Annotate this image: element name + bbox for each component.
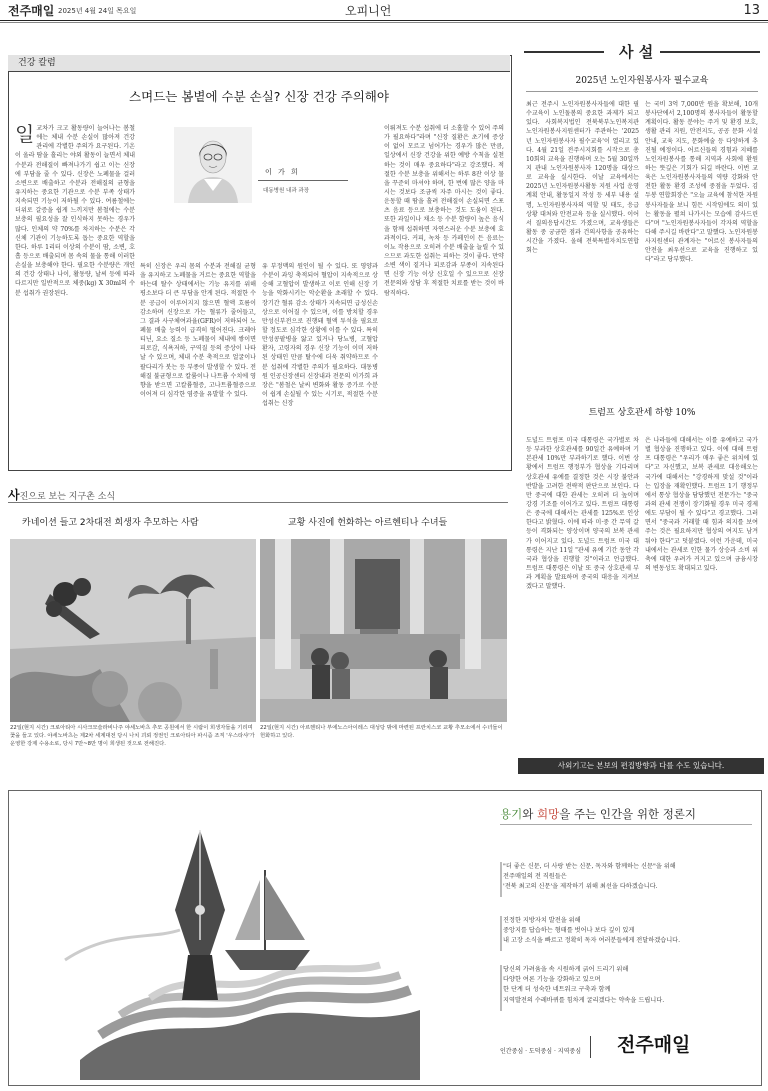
dropcap: 일 <box>15 124 35 146</box>
health-col3-text: 유 부정맥의 원인이 될 수 있다. 또 영양과 수분이 과잉 축적되어 혈압이 지속적으로 상승해 고혈압이 발생하고 이로 인해 신장 기능을 악화시키는 악순환을 초래할 수 있다. 장기간 혈류 감소 상태가 지속되면 급성신손상으로 이어질 수 있으며, 이를 방치할 경우 만성신부전으로 진행돼 혈액 투석을 필요로 할 정도로 심각한 상황에 이를 수 있다. 특히 만성콩팥병을 앓고 있거나 당뇨병, 고혈압 환자, 고령자의 경우 신장 기능이 이미 저하된 상태인 만큼 탈수에 더욱 취약하므로 수분 섭취에 각별한 주의가 필요하다. 대동병원 인공신장센터 신장내과 전문의 이가희 과장은 "봄철은 날씨 변화와 활동 증가로 수분이 쉽게 손실될 수 있는 시기로, 적절한 수분 섭취는 신장 <box>262 263 378 408</box>
health-tag-label: 건강 칼럼 <box>18 58 56 68</box>
author-name: 이 가 희 <box>265 168 300 176</box>
health-col4-text: 이뤄져도 수분 섭취에 더 소홀할 수 있어 주의가 필요하다"라며 "신장 질환은 초기에 증상이 없어 모르고 넘어가는 경우가 많은 만큼, 일상에서 신장 건강을 위한 예방 수칙을 실천하는 것이 매우 중요하다"라고 강조했다. 적절한 수분 보충을 위해서는 하루 8잔 이상 물을 꾸준히 마셔야 하며, 한 번에 많은 양을 마시는 것보다 조금씩 자주 마시는 것이 좋다. 운동할 때 땀을 흘려 전해질이 손실되면 스포츠 음료 등으로 보충하는 것도 도움이 된다. 또한 과일이나 채소 등 수분 함량이 높은 음식을 함께 섭취하면 자연스러운 수분 보충에 효과적이다. 커피, 녹차 등 카페인이 든 음료는 이뇨 작용으로 오히려 수분 배출을 늘릴 수 있으므로 과도한 섭취는 피하는 것이 좋다. 만약 소변 색이 짙거나 피로감과 부종이 지속된다면 신장 기능 이상 신호일 수 있으므로 신장 전문의와 상담 후 적절한 치료를 받는 것이 바람직하다. <box>384 125 504 297</box>
photo-news-2-image <box>260 539 507 722</box>
editorial-1-rule <box>526 91 758 92</box>
cathedral-photo-icon <box>260 539 507 722</box>
ad-headline <box>500 806 696 823</box>
editorial-1-title: 2025년 노인자원봉사자 필수교육 <box>575 76 709 86</box>
ad-headline-word1: 용기 <box>500 807 523 821</box>
ad-line: 진정한 지방자치 발전을 위해 <box>503 917 581 924</box>
ad-line: '전북 최고의 신문'을 제작하기 위해 최선을 다하겠습니다. <box>503 883 658 891</box>
author-divider <box>258 180 348 181</box>
ad-line: 중앙지를 답습하는 형태를 벗어나 보다 깊이 있게 <box>503 927 635 935</box>
photo-news-2-caption: 22일(현지 시간) 아르헨티나 부에노스아이레스 대성당 밖에 마련된 프란치스코 교황 추모소에서 수녀들이 헌화하고 있다. <box>260 725 503 740</box>
health-text-col3 <box>262 262 378 462</box>
ad-line: "더 좋은 신문, 더 사랑 받는 신문, 독자와 함께하는 신문"을 위해 <box>503 863 676 870</box>
health-column-title: 스며드는 봄볕에 수분 손실? 신장 건강 주의해야 <box>129 89 389 104</box>
health-col2-text: 특히 신장은 우리 몸의 수분과 전해질 균형을 유지하고 노폐물을 거르는 중요한 역할을 하는데 탈수 상태에서는 기능 유지를 위해 평소보다 더 큰 부담을 안게 된다. 적절한 수분 공급이 이루어지지 않으면 혈액 흐름이 감소하며 신장으로 가는 혈류가 줄어들고, 그 결과 사구체여과율(GFR)이 저하되어 노폐물 배출 능력이 급격히 떨어진다. 크레아티닌, 요소 질소 등 노폐물이 체내에 쌓이면 피로감, 식욕저하, 구역질 등의 증상이 나타날 수 있으며, 체내 수분 축적으로 얼굴이나 팔다리가 붓는 등 부종이 발생할 수 있다. 전해질 불균형으로 칼륨이나 나트륨 수치에 영향을 받으면 고칼륨혈증, 고나트륨혈증으로 이어져 더 심각한 염증을 유발할 수 있다. <box>140 263 256 398</box>
photo-news-1-title: 카네이션 들고 2차대전 희생자 추모하는 사람 <box>22 518 199 528</box>
photo-news-2-title: 교황 사진에 헌화하는 아르헨티나 수녀들 <box>288 518 448 528</box>
editorial-disclaimer: 사외기고는 본보의 편집방향과 다를 수도 있습니다. <box>518 758 764 774</box>
ad-headline-rest: 을 주는 인간을 위한 정론지 <box>559 807 697 821</box>
header-subrule <box>0 22 768 23</box>
ad-paragraph-bar-1 <box>500 862 502 897</box>
health-column-tag <box>8 55 510 72</box>
editorial-2-col2 <box>645 436 758 752</box>
ad-paragraph-1 <box>503 862 676 893</box>
editorial-2-col1-text: 도널드 트럼프 미국 대통령은 국가별로 차등 부과한 상호관세를 90일간 유예하며 기본관세 10%만 부과하기로 했다. 이번 상황에서 트럼프 행정부가 협상을 기다리며 상호관세 유예를 결정한 것은 시장 불안과 반발을 고려한 전략적 판단으로 보인다. 다만 중국에 대한 관세는 오히려 더 높이며 강경 기조를 이어가고 있다. 트럼프 대통령은 중국에 대해서는 관세를 125%로 인상한다고 밝혔다. 이에 따라 미·중 간 무역 갈등이 격화되는 양상이며 양국의 보복 관세가 이어지고 있다. 도널드 트럼프 미국 대통령은 지난 11일 "관세 유예 기간 동안 각국과 협상을 진행할 것"이라고 언급했다. 트럼프 대통령은 이날 또 중국 상호관세 부과 계획을 발표하며 중국의 대응을 지켜보겠다고 말했다. <box>526 437 639 591</box>
editorial-header <box>524 38 760 66</box>
page-header <box>0 0 768 21</box>
health-text-col4 <box>384 124 504 464</box>
pen-ship-illustration-icon <box>60 810 440 1080</box>
photo-news-label: 진으로 보는 지구촌 소식 <box>19 492 116 502</box>
editorial-rule-right <box>660 51 760 53</box>
ad-paragraph-bar-2 <box>500 916 502 951</box>
photo-news-rule <box>8 502 508 503</box>
editorial-2-title: 트럼프 상호관세 하향 10% <box>524 407 760 420</box>
ad-tagline: 인간중심 · 도덕중심 · 지역중심 <box>500 1048 581 1055</box>
ad-headline-word3: 희망 <box>536 807 560 821</box>
ad-divider <box>590 1036 595 1058</box>
author-portrait-icon <box>174 127 252 203</box>
editorial-2-col1 <box>526 436 639 752</box>
editorial-1-col2 <box>645 100 758 390</box>
ad-line: 당신의 가려움을 속 시원하게 긁어 드리기 위해 <box>503 966 629 973</box>
ad-illustration <box>60 810 440 1080</box>
ad-paragraph-bar-3 <box>500 965 502 1011</box>
ad-line: 다양한 여론 기능을 강화하고 있으며 <box>503 976 601 984</box>
page-number: 13 <box>743 3 760 18</box>
ad-line: 내 고장 소식을 빠르고 정확히 독자 여러분들에게 전달하겠습니다. <box>503 937 681 945</box>
author-role: 대동병원 내과 과장 <box>263 188 310 194</box>
ad-paragraph-3 <box>503 965 664 1006</box>
photo-news-1-image <box>10 539 256 722</box>
ad-line: 지역발전의 수레바퀴를 힘차게 굴리겠다는 약속을 드립니다. <box>503 996 665 1004</box>
health-text-col2 <box>140 262 256 462</box>
author-photo <box>174 127 252 203</box>
editorial-1-col1 <box>526 100 639 390</box>
editorial-2-col2-text: 은 나라들에 대해서는 이를 유예하고 국가별 협상을 진행하고 있다. 이에 대해 트럼프 대통령은 "우리가 매우 좋은 위치에 있다"고 자신했고, 보복 관세로 대응해오는 국가에 대해서는 "강경하게 맞설 것"이라는 입장을 재확인했다. 트럼프 1기 행정부에서 통상 협상을 담당했던 전문가는 "중국과의 관세 전쟁이 장기화될 경우 미국 경제에도 부담이 될 수 있다"고 경고했다. 그러면서 "중국과 거래할 때 힘과 의지를 보여주는 것은 필요하지만 협상의 여지도 남겨둬야 한다"고 덧붙였다. 이런 가운데, 미국 내에서는 관세로 인한 물가 상승과 소비 위축에 대한 우려가 커지고 있으며 금융시장의 변동성도 확대되고 있다. <box>645 437 758 572</box>
ad-headline-rule <box>500 824 752 825</box>
ad-line: 한 단계 더 성숙한 네트워크 구축과 함께 <box>503 986 611 994</box>
health-text-col1 <box>15 124 135 464</box>
issue-date: 2025년 4월 24일 목요일 <box>58 7 137 15</box>
ad-headline-word2: 와 <box>522 807 537 821</box>
paper-name: 전주매일 <box>8 4 55 18</box>
memorial-photo-icon <box>10 539 256 722</box>
editorial-1-col2-text: 는 국비 3억 7,000만 원을 확보해, 10개 봉사단에서 2,100명의 봉사자들이 활동할 계획이다. 활동 분야는 주거 및 환경 보호, 생활 관리 지원, 안전지도, 공공 문화 시설 안내, 교육 지도, 문화예술 등 다양하게 추진될 예정이다. 어르신들의 경험과 지혜를 노인자원봉사를 통해 지역과 사회에 환원하는 뜻깊은 기회가 되길 바란다. 이번 교육은 노인자원봉사자들의 역량 강화와 안전한 활동 환경 조성에 중점을 두었다. 김두봉 연합회장은 "오늘 교육에 참석한 자원봉사자들을 보니 힘든 시작임에도 의미 있는 활동을 펼쳐 나가시는 모습에 감사드린다"며 "노인자원봉사자들이 각자의 역할을 다해 주시길 바란다"고 말했다. 노인자원봉사지원센터 관계자는 "어르신 봉사자들의 안전을 최우선으로 교육을 진행하고 있다"라고 당부했다. <box>645 101 758 264</box>
photo-news-initial: 사 <box>8 488 20 502</box>
ad-line: 전주매일의 전 직원들은 <box>503 873 567 881</box>
editorial-rule-left <box>524 51 604 53</box>
ad-paragraph-2 <box>503 916 680 947</box>
photo-news-1-caption: 22일(현지 시간) 크로아티아 시사크모슬라비나주 야세노바츠 추모 공원에서 한 시람이 희생자들을 기리며 꽃을 들고 있다. 야세노바츠는 제2차 세계대전 당시 나치 괴뢰 정권인 크로아티아 파시즘 조직 '우스타샤'가 운영한 강제 수용소로, 당시 7만~8만 명이 희생된 것으로 전해진다. <box>10 725 255 748</box>
ad-logo: 전주매일 <box>617 1034 691 1056</box>
section-name: 오피니언 <box>345 4 392 18</box>
health-col1-text: 교차가 크고 활동량이 늘어나는 봄철에는 체내 수분 손실이 많아져 건강 관리에 각별한 주의가 요구된다. 기온이 올라 땀을 흘리는 야외 활동이 늘면서 체내 수분과 전해질이 빠져나가기 쉽고 이는 신장에 부담을 줄 수 있다. 신장은 노폐물을 걸러 소변으로 배출하고 수분과 전해질의 균형을 유지하는 중요한 기관으로 수분 부족 상태가 지속되면 기능이 저하될 수 있다. 여름철에는 더위로 갈증을 쉽게 느끼지만 봄철에는 수분 보충의 필요성을 잘 인식하지 못하는 경우가 많다. 인체의 약 70%를 차지하는 수분은 각 신체 기관이 기능하도록 돕는 중요한 역할을 한다. 하루 1리터 이상의 수분이 땀, 소변, 호흡 등으로 배출되며 몸 속의 물을 통해 이러한 손실을 보충해야 한다. 필요한 수분량은 개인의 건강 상태나 나이, 활동량, 날씨 등에 따라 다르지만 일반적으로 체중(kg) X 30ml의 수분 섭취가 권장된다. <box>15 125 135 297</box>
editorial-label: 사 설 <box>619 43 654 61</box>
editorial-1-col1-text: 최근 전주시 노인자원봉사자들에 대한 필수교육이 노인돌봄의 중요한 과제가 되고 있다. 사회복지법인 전북북부노인복지관 노인자원봉사지원센터가 주관하는 '2025년 노인자원봉사자 필수교육'이 열리고 있다. 4월 21일 전주시지회를 시작으로 총 10회의 교육을 진행하며 오는 5월 30일까지 관내 노인자원봉사자 120명을 대상으로 교육을 실시한다. 이날 교육에서는 2025년 노인자원봉사활동 지원 사업 운영 계획 안내, 활동일지 작성 등 세부 내용 설명, 노인자원봉사자의 역할 및 태도, 응급상황 대처와 안전교육 등을 실시했다. 이어서 질의응답시간도 가졌으며, 교육생들은 활동 중 궁금한 점과 건의사항을 공유하는 시간을 가졌다. 올해 전북특별자치도연합회는 <box>526 101 639 255</box>
